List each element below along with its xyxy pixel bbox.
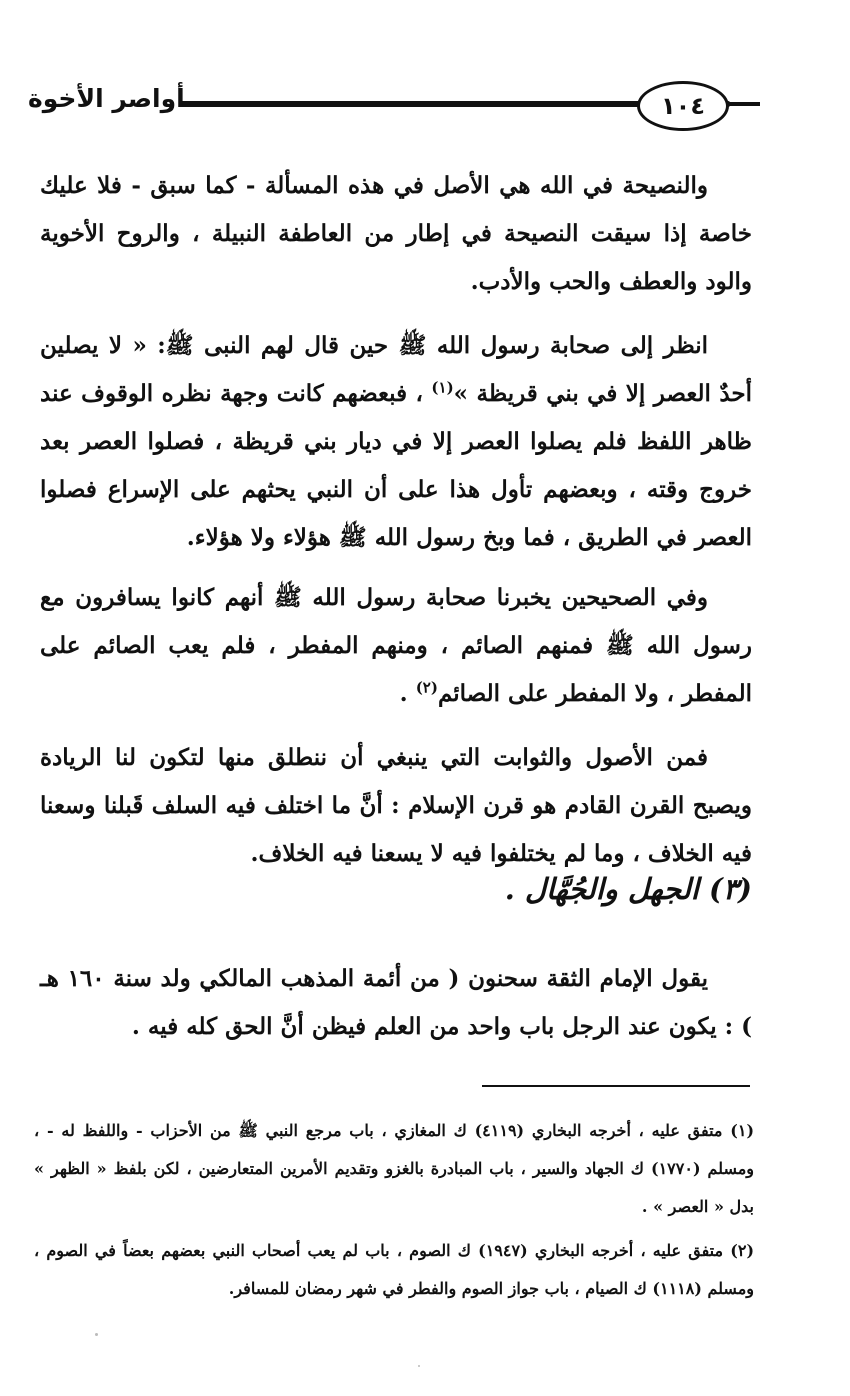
paragraph: فمن الأصول والثوابت التي ينبغي أن ننطلق منها لتكون لنا الريادة ويصبح القرن القادم هو قرن الإسلام : أنَّ ما اختلف فيه السلف قَبلنا وسعنا فيه الخلاف ، وما لم يختلفوا فيه لا يسعنا فيه الخلاف. [40,744,752,867]
page-number: ١٠٤ [637,81,729,131]
running-title: أواصر الأخوة [28,84,185,113]
footnote: (٢) متفق عليه ، أخرجه البخاري (١٩٤٧) ك الصوم ، باب لم يعب أصحاب النبي بعضهم بعضاً في الصوم ، ومسلم (١١١٨) ك الصيام ، باب جواز الصوم والفطر في شهر رمضان للمسافر. [34,1241,755,1298]
footnote-separator [482,1085,750,1087]
footnote-marker[interactable]: (١) [431,378,454,397]
paragraph-text: انظر إلى صحابة رسول الله ﷺ حين قال لهم النبى ﷺ: « لا يصلين أحدٌ العصر إلا في بني قريظة » [40,332,753,407]
paragraph [40,322,752,562]
scan-speck [418,1365,420,1367]
main-text [40,162,752,894]
paragraph-text: ، فبعضهم كانت وجهة نظره الوقوف عند ظاهر اللفظ فلم يصلوا العصر إلا في ديار بني قريظة ، فصلوا العصر بعد خروج وقته ، وبعضهم تأول هذا على أن النبي يحثهم على الإسراع فصلوا العصر في الطريق ، فما وبخ رسول الله ﷺ هؤلاء ولا هؤلاء. [40,380,752,551]
paragraph: يقول الإمام الثقة سحنون ( من أئمة المذهب المالكي ولد سنة ١٦٠ هـ ) : يكون عند الرجل باب واحد من العلم فيظن أنَّ الحق كله فيه . [40,965,752,1040]
footnotes [34,1112,754,1314]
section-text [40,955,752,1051]
scan-speck [95,1333,98,1336]
paragraph-text: وفي الصحيحين يخبرنا صحابة رسول الله ﷺ أنهم كانوا يسافرون مع رسول الله ﷺ فمنهم الصائم ، ومنهم المفطر ، فلم يعب الصائم على المفطر ، ولا المفطر على الصائم [40,584,752,707]
paragraph: والنصيحة في الله هي الأصل في هذه المسألة - كما سبق - فلا عليك خاصة إذا سيقت النصيحة في إطار من العاطفة النبيلة ، والروح الأخوية والود والعطف والحب والأدب. [40,172,752,295]
paragraph [40,574,752,718]
section-heading: (٣) الجهل والجُهَّال . [504,872,752,906]
paragraph-text: . [399,680,416,707]
page-header [20,78,825,130]
footnote-marker[interactable]: (٢) [415,678,438,697]
footnote: (١) متفق عليه ، أخرجه البخاري (٤١١٩) ك المغازي ، باب مرجع النبي ﷺ من الأحزاب - واللفظ له - ، ومسلم (١٧٧٠) ك الجهاد والسير ، باب المبادرة بالغزو وتقديم الأمرين المتعارضين ، لكن بلفظ « الظهر » بدل « العصر » . [34,1121,755,1216]
